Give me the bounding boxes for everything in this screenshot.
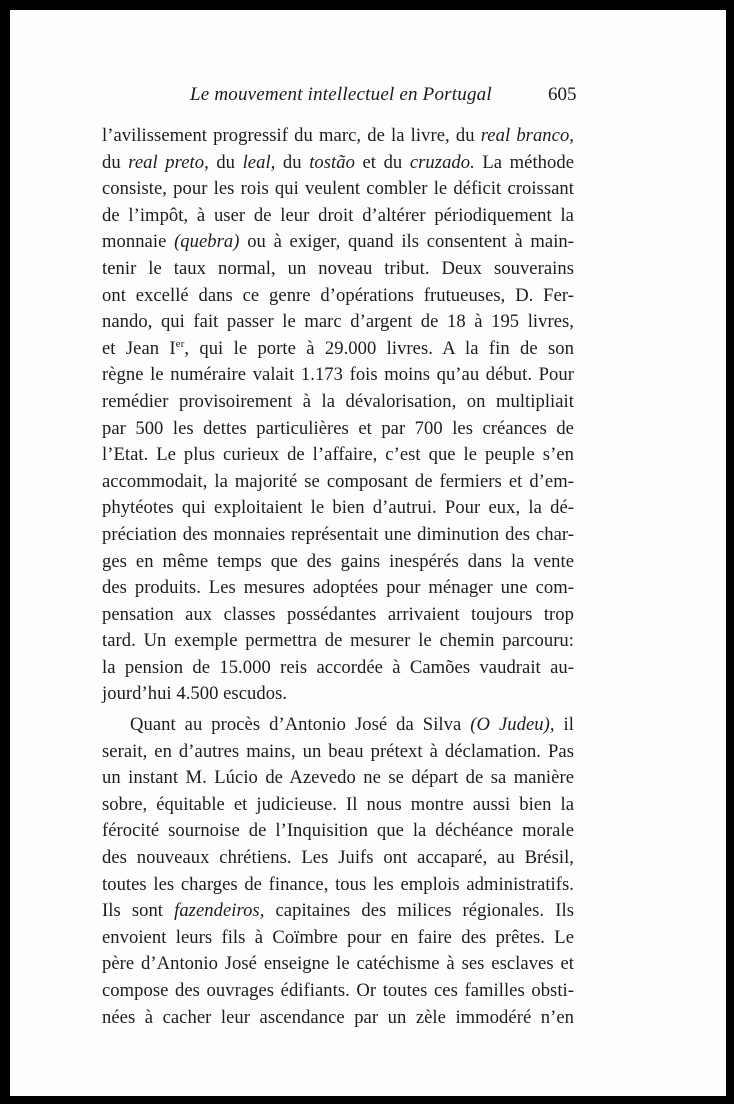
text-line: de l’impôt, à user de leur droit d’altérer périodiquement la bbox=[102, 204, 574, 226]
text-line: sobre, équitable et judicieuse. Il nous montre aussi bien la bbox=[102, 793, 574, 815]
paragraph bbox=[102, 123, 574, 708]
text-line: phytéotes qui exploitaient le bien d’autrui. Pour eux, la dé- bbox=[102, 497, 574, 519]
text-line: un instant M. Lúcio de Azevedo ne se départ de sa manière bbox=[102, 767, 574, 789]
page-number: 605 bbox=[548, 84, 577, 105]
text-line: pensation aux classes possédantes arrivaient toujours trop bbox=[102, 603, 574, 625]
body-text bbox=[102, 123, 574, 1031]
running-head bbox=[10, 78, 726, 108]
text-line: des nouveaux chrétiens. Les Juifs ont accaparé, au Brésil, bbox=[102, 847, 574, 869]
text-line: accommodait, la majorité se composant de fermiers et d’em- bbox=[102, 470, 574, 492]
text-line: la pension de 15.000 reis accordée à Camões vaudrait au- bbox=[102, 656, 574, 678]
text-line: père d’Antonio José enseigne le catéchisme à ses esclaves et bbox=[102, 953, 574, 975]
text-line: nées à cacher leur ascendance par un zèle immodéré n’en bbox=[102, 1006, 574, 1028]
text-line: règne le numéraire valait 1.173 fois moins qu’au début. Pour bbox=[102, 364, 574, 386]
text-line: tard. Un exemple permettra de mesurer le chemin parcouru: bbox=[102, 630, 574, 652]
text-line: ont excellé dans ce genre d’opérations frutueuses, D. Fer- bbox=[102, 284, 574, 306]
text-line: toutes les charges de finance, tous les emplois administratifs. bbox=[102, 873, 574, 895]
paragraph bbox=[102, 712, 574, 1031]
text-line: Quant au procès d’Antonio José da Silva (O Judeu), il bbox=[130, 714, 574, 736]
text-line: du real preto, du leal, du tostão et du cruzado. La méthode bbox=[102, 151, 575, 173]
text-line: remédier provisoirement à la dévalorisation, on multipliait bbox=[102, 390, 574, 412]
text-line: préciation des monnaies représentait une diminution des char- bbox=[102, 523, 574, 545]
text-line: serait, en d’autres mains, un beau prétext à déclamation. Pas bbox=[102, 740, 574, 762]
book-page bbox=[10, 10, 726, 1096]
text-line: l’avilissement progressif du marc, de la livre, du real branco, bbox=[102, 125, 574, 146]
text-line: tenir le taux normal, un noveau tribut. Deux souverains bbox=[102, 257, 574, 279]
text-line: et Jean Ier, qui le porte à 29.000 livres. A la fin de son bbox=[102, 337, 574, 359]
running-title: Le mouvement intellectuel en Portugal bbox=[190, 84, 492, 105]
text-line: compose des ouvrages édifiants. Or toutes ces familles obsti- bbox=[102, 980, 574, 1001]
text-line: jourd’hui 4.500 escudos. bbox=[102, 683, 288, 705]
text-line: ges en même temps que des gains inespérés dans la vente bbox=[102, 550, 574, 572]
text-line: par 500 les dettes particulières et par 700 les créances de bbox=[102, 417, 574, 439]
text-line: envoient leurs fils à Coïmbre pour en faire des prêtes. Le bbox=[102, 926, 574, 948]
text-line: nando, qui fait passer le marc d’argent de 18 à 195 livres, bbox=[102, 311, 574, 333]
text-line: Ils sont fazendeiros, capitaines des milices régionales. Ils bbox=[102, 900, 574, 922]
text-line: férocité sournoise de l’Inquisition que la déchéance morale bbox=[102, 820, 574, 842]
text-line: des produits. Les mesures adoptées pour ménager une com- bbox=[102, 577, 574, 599]
text-line: l’Etat. Le plus curieux de l’affaire, c’est que le peuple s’en bbox=[102, 444, 574, 466]
text-line: monnaie (quebra) ou à exiger, quand ils consentent à main- bbox=[102, 231, 575, 253]
text-line: consiste, pour les rois qui veulent combler le déficit croissant bbox=[102, 178, 574, 200]
